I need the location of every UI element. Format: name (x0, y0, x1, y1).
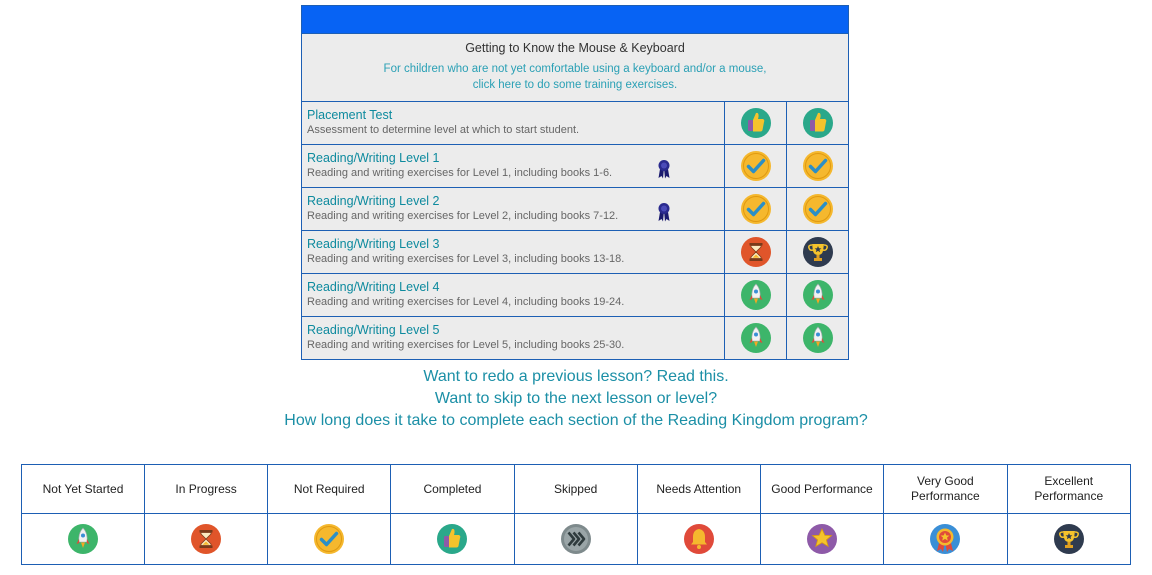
in-progress-icon (190, 523, 222, 555)
not-started-rocket-icon (802, 322, 834, 354)
help-links (0, 366, 1152, 432)
not-started-rocket-icon (740, 322, 772, 354)
status-cell-1[interactable] (724, 145, 786, 187)
legend-icon-row (22, 514, 1131, 565)
not-required-icon (802, 150, 834, 182)
legend-label: In Progress (145, 465, 268, 514)
legend-label-line2: Performance (1034, 489, 1104, 503)
course-title-link[interactable]: Reading/Writing Level 3 (307, 237, 440, 251)
legend-icon-cell (1007, 514, 1130, 565)
course-row-text (302, 188, 724, 230)
good-performance-icon (806, 523, 838, 555)
course-title-link[interactable]: Reading/Writing Level 2 (307, 194, 440, 208)
legend-label: Good Performance (760, 465, 883, 514)
mouse-keyboard-desc-line1[interactable]: For children who are not yet comfortable using a keyboard and/or a mouse, (383, 63, 767, 75)
status-cell-2[interactable] (786, 102, 848, 144)
legend-label: Skipped (514, 465, 637, 514)
course-row (302, 187, 848, 230)
course-description: Reading and writing exercises for Level 3, including books 13-18. (307, 253, 625, 265)
legend-icon-cell (145, 514, 268, 565)
legend-label-line2: Performance (911, 489, 980, 503)
status-cell-1[interactable] (724, 102, 786, 144)
course-row (302, 316, 848, 359)
not-required-icon (740, 150, 772, 182)
status-cell-1[interactable] (724, 231, 786, 273)
course-title-link[interactable]: Placement Test (307, 108, 393, 122)
skipped-icon (560, 523, 592, 555)
not-required-icon (802, 193, 834, 225)
course-title-link[interactable]: Reading/Writing Level 1 (307, 151, 440, 165)
mouse-keyboard-desc-line2[interactable]: click here to do some training exercises. (472, 79, 678, 91)
legend-icon-cell (391, 514, 514, 565)
legend-label: Not Required (268, 465, 391, 514)
in-progress-icon (740, 236, 772, 268)
header-bar (302, 6, 848, 33)
status-cell-2[interactable] (786, 274, 848, 316)
ribbon-award-icon (657, 202, 671, 227)
course-row-text (302, 102, 724, 144)
course-description: Reading and writing exercises for Level 5, including books 25-30. (307, 339, 625, 351)
course-row-text (302, 231, 724, 273)
course-description: Reading and writing exercises for Level 4, including books 19-24. (307, 296, 625, 308)
status-cell-2[interactable] (786, 317, 848, 359)
redo-lesson-link[interactable]: Want to redo a previous lesson? Read this. (423, 368, 729, 385)
how-long-link[interactable]: How long does it take to complete each section of the Reading Kingdom program? (284, 412, 868, 429)
status-cell-2[interactable] (786, 188, 848, 230)
legend-label: Not Yet Started (22, 465, 145, 514)
status-cell-1[interactable] (724, 317, 786, 359)
very-good-performance-icon (929, 523, 961, 555)
legend-label-line1: Excellent (1044, 474, 1094, 488)
not-started-rocket-icon (740, 279, 772, 311)
legend-icon-cell (884, 514, 1007, 565)
not-started-rocket-icon (802, 279, 834, 311)
course-row (302, 101, 848, 144)
status-cell-2[interactable] (786, 145, 848, 187)
legend-label: Completed (391, 465, 514, 514)
legend-header-row (22, 465, 1131, 514)
not-required-icon (740, 193, 772, 225)
mouse-keyboard-title: Getting to Know the Mouse & Keyboard (465, 41, 685, 55)
skip-lesson-link[interactable]: Want to skip to the next lesson or level? (434, 390, 718, 407)
course-rows (302, 101, 848, 359)
course-title-link[interactable]: Reading/Writing Level 5 (307, 323, 440, 337)
course-row-text (302, 317, 724, 359)
status-legend (21, 464, 1131, 565)
course-description: Reading and writing exercises for Level 1, including books 1-6. (307, 167, 613, 179)
course-title-link[interactable]: Reading/Writing Level 4 (307, 280, 440, 294)
mouse-keyboard-link[interactable] (302, 61, 848, 93)
course-row (302, 230, 848, 273)
needs-attention-icon (683, 523, 715, 555)
legend-label: Needs Attention (637, 465, 760, 514)
course-description: Assessment to determine level at which to start student. (307, 124, 580, 136)
course-row (302, 273, 848, 316)
course-row (302, 144, 848, 187)
completed-icon (436, 523, 468, 555)
legend-icon-cell (637, 514, 760, 565)
course-row-text (302, 145, 724, 187)
excellent-trophy-icon (802, 236, 834, 268)
excellent-trophy-icon (1053, 523, 1085, 555)
status-cell-2[interactable] (786, 231, 848, 273)
course-table (301, 5, 849, 360)
not-required-icon (313, 523, 345, 555)
completed-icon (802, 107, 834, 139)
status-cell-1[interactable] (724, 274, 786, 316)
legend-icon-cell (22, 514, 145, 565)
legend-label (884, 465, 1007, 514)
status-cell-1[interactable] (724, 188, 786, 230)
legend-label-line1: Very Good (917, 474, 974, 488)
legend-icon-cell (514, 514, 637, 565)
not-started-rocket-icon (67, 523, 99, 555)
ribbon-award-icon (657, 159, 671, 184)
legend-label (1007, 465, 1130, 514)
course-row-text (302, 274, 724, 316)
course-description: Reading and writing exercises for Level 2, including books 7-12. (307, 210, 619, 222)
mouse-keyboard-section[interactable] (302, 33, 848, 101)
completed-icon (740, 107, 772, 139)
legend-icon-cell (760, 514, 883, 565)
legend-icon-cell (268, 514, 391, 565)
